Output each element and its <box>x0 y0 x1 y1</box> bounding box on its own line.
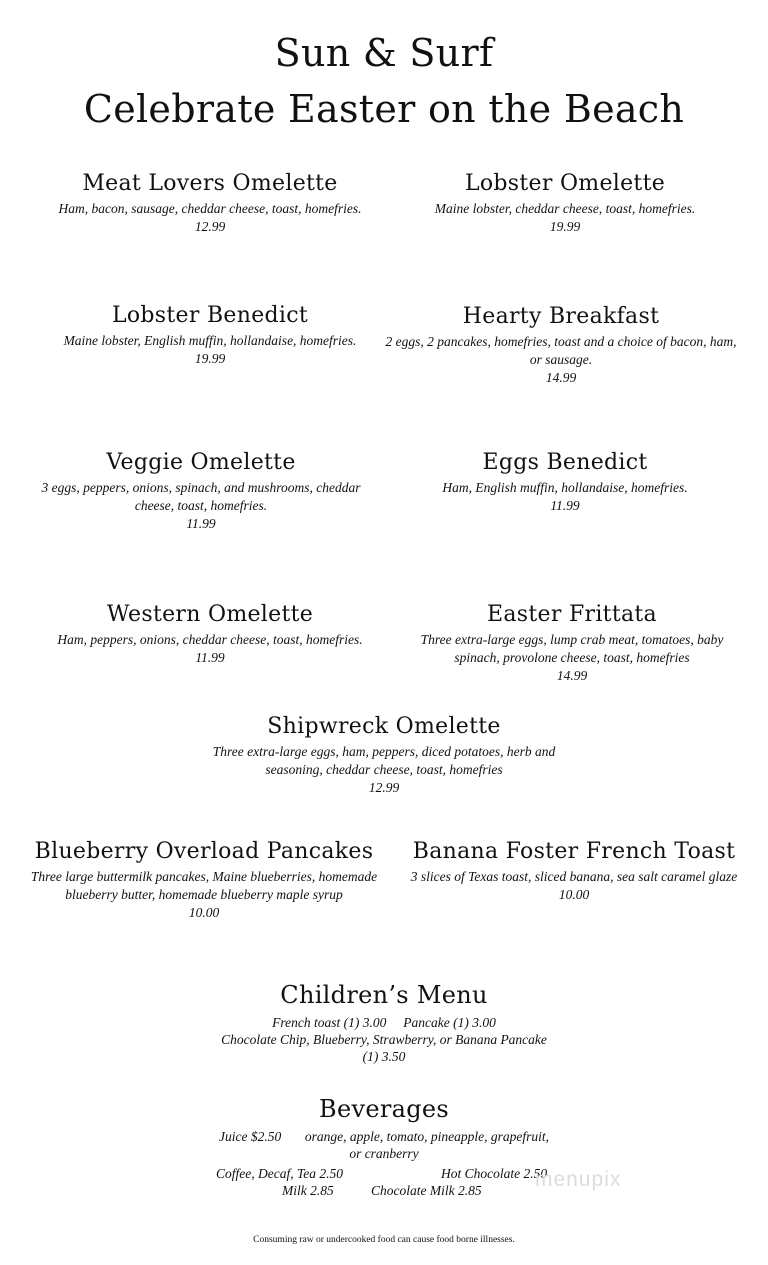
beverages-heading: Beverages <box>319 1095 449 1123</box>
menu-item-banana-foster-french-toast <box>393 838 755 904</box>
watermark-logo: menupix <box>535 1168 622 1191</box>
item-description: 3 slices of Texas toast, sliced banana, sea salt caramel glaze <box>410 869 738 884</box>
item-price: 11.99 <box>550 498 580 513</box>
item-price: 11.99 <box>186 516 216 531</box>
food-safety-notice: Consuming raw or undercooked food can cause food borne illnesses. <box>253 1235 515 1245</box>
item-description: Three extra-large eggs, ham, peppers, diced potatoes, herb and seasoning, cheddar cheese, toast, homefries <box>212 744 556 777</box>
beverages-section <box>0 1094 768 1162</box>
item-name: Blueberry Overload Pancakes <box>34 839 374 864</box>
item-price: 10.00 <box>188 905 220 920</box>
childrens-menu-line: Chocolate Chip, Blueberry, Strawberry, or Banana Pancake <box>221 1032 547 1047</box>
menu-item-western-omelette <box>25 601 395 667</box>
beverage-milk: Milk 2.85 <box>282 1183 334 1198</box>
item-name: Western Omelette <box>106 602 314 627</box>
beverage-coffee: Coffee, Decaf, Tea 2.50 <box>216 1166 343 1181</box>
item-name: Lobster Benedict <box>111 303 309 328</box>
menu-item-easter-frittata <box>398 601 746 685</box>
item-description: Maine lobster, English muffin, hollandaise, homefries. <box>63 333 357 348</box>
item-price: 14.99 <box>556 668 588 683</box>
beverage-row-coffee <box>0 1165 768 1182</box>
childrens-menu-heading: Children’s Menu <box>280 981 488 1009</box>
item-name: Meat Lovers Omelette <box>82 171 338 196</box>
item-name: Eggs Benedict <box>482 450 648 475</box>
menu-item-veggie-omelette <box>25 449 377 533</box>
item-name: Banana Foster French Toast <box>412 839 736 864</box>
beverage-chocolate-milk: Chocolate Milk 2.85 <box>371 1183 482 1198</box>
item-price: 11.99 <box>195 650 225 665</box>
menu-item-lobster-omelette <box>390 170 740 236</box>
item-name: Lobster Omelette <box>464 171 666 196</box>
item-description: 2 eggs, 2 pancakes, homefries, toast and a choice of bacon, ham, or sausage. <box>385 334 737 367</box>
beverage-juice-continued: or cranberry <box>349 1146 419 1161</box>
item-price: 14.99 <box>545 370 577 385</box>
item-price: 19.99 <box>194 351 226 366</box>
beverage-row-milk <box>0 1182 768 1199</box>
item-name: Veggie Omelette <box>106 450 296 475</box>
page-title: Celebrate Easter on the Beach <box>83 87 685 131</box>
item-price: 19.99 <box>549 219 581 234</box>
menu-item-shipwreck-omelette <box>200 713 568 797</box>
menu-item-eggs-benedict <box>390 449 740 515</box>
item-description: Ham, bacon, sausage, cheddar cheese, toast, homefries. <box>58 201 362 216</box>
item-price: 12.99 <box>368 780 400 795</box>
menu-item-lobster-benedict <box>25 302 395 368</box>
item-description: Maine lobster, cheddar cheese, toast, homefries. <box>434 201 696 216</box>
item-description: Ham, peppers, onions, cheddar cheese, toast, homefries. <box>57 632 363 647</box>
item-name: Shipwreck Omelette <box>267 714 501 739</box>
item-price: 12.99 <box>194 219 226 234</box>
restaurant-name: Sun & Surf <box>274 31 494 75</box>
item-description: Three extra-large eggs, lump crab meat, tomatoes, baby spinach, provolone cheese, toast, homefries <box>420 632 724 665</box>
beverage-juice-line: Juice $2.50 orange, apple, tomato, pineapple, grapefruit, <box>219 1129 549 1144</box>
childrens-menu-line: French toast (1) 3.00 Pancake (1) 3.00 <box>272 1015 496 1030</box>
item-name: Hearty Breakfast <box>462 304 660 329</box>
childrens-menu-line: (1) 3.50 <box>362 1049 406 1064</box>
item-description: 3 eggs, peppers, onions, spinach, and mushrooms, cheddar cheese, toast, homefries. <box>41 480 361 513</box>
childrens-menu-section <box>0 980 768 1065</box>
menu-item-hearty-breakfast <box>383 303 739 387</box>
beverage-hot-chocolate: Hot Chocolate 2.50 <box>441 1166 548 1181</box>
menu-item-blueberry-overload-pancakes <box>18 838 390 922</box>
item-description: Ham, English muffin, hollandaise, homefries. <box>442 480 688 495</box>
item-name: Easter Frittata <box>487 602 657 627</box>
item-description: Three large buttermilk pancakes, Maine blueberries, homemade blueberry butter, homemade blueberry maple syrup <box>30 869 378 902</box>
menu-item-meat-lovers-omelette <box>25 170 395 236</box>
item-price: 10.00 <box>558 887 590 902</box>
